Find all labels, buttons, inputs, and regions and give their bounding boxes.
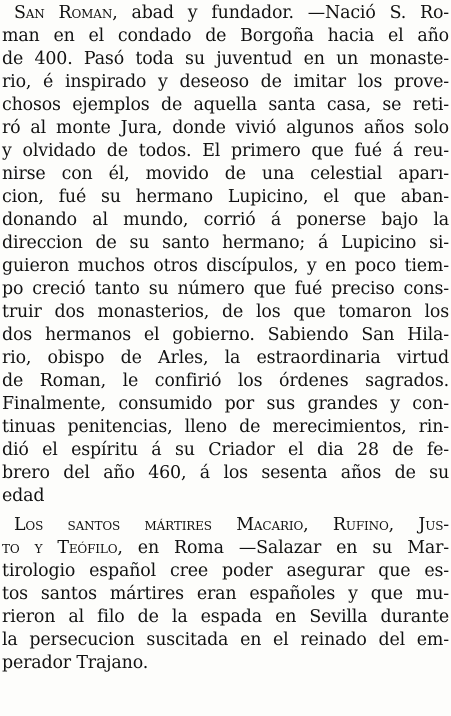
entry-line: truir dos monasterios, de los que tomaron los [2,302,449,322]
entry-heading: Los santos mártires Macario, Rufino, Jus- [14,515,449,535]
entry-line: edad [2,486,45,506]
entry-line: la persecucion suscitada en el reinado del em- [2,630,449,650]
entry-line: de 400. Pasó toda su juventud en un monaste- [2,49,449,69]
entry-line: rieron al filo de la espada en Sevilla durante [2,607,449,627]
entry-line: de Roman, le confirió los órdenes sagrados. [2,371,449,391]
entry-heading: to y Teófilo [2,538,118,558]
entry-line: direccion de su santo hermano; á Lupicino si- [2,233,449,253]
entry-line: ró al monte Jura, donde vivió algunos años solo [2,118,449,138]
entry-line: dos hermanos el gobierno. Sabiendo San Hila- [2,325,449,345]
entry-line: rio, é inspirado y deseoso de imitar los prove- [2,72,449,92]
entry-line: nirse con él, movido de una celestial aparı- [2,164,449,184]
entry-line: po creció tanto su número que fué preciso cons- [2,279,449,299]
entry-line: rio, obispo de Arles, la estraordinaria virtud [2,348,449,368]
entry-line: brero del año 460, á los sesenta años de su [2,463,449,483]
entry-line: guieron muchos otros discípulos, y en poco tiem- [2,256,449,276]
entry-line [14,514,449,537]
entry-line: man en el condado de Borgoña hacia el año [2,26,449,46]
entry-line: Finalmente, consumido por sus grandes y con- [2,394,449,414]
entry-line: cion, fué su hermano Lupicino, el que aban- [2,187,449,207]
entry-line: to y Teófilo, en Roma —Salazar en su Mar- [2,538,449,558]
entry-line: San Roman, abad y fundador. —Nació S. Ro- [14,3,449,23]
entry-line: y olvidado de todos. El primero que fué á reu- [2,141,449,161]
entry-line: donando al mundo, corrió á ponerse bajo la [2,210,449,230]
entry-line: perador Trajano. [2,653,149,673]
entry-line: tos santos mártires eran españoles y que mu- [2,584,449,604]
entry-line: tinuas penitencias, lleno de merecimientos, rin- [2,417,449,437]
entry-line: tirologio español cree poder asegurar que es- [2,561,449,581]
entry-line: chosos ejemplos de aquella santa casa, se reti- [2,95,449,115]
entry-heading: San Roman [14,3,113,23]
entry-line: dió el espíritu á su Criador el dia 28 de fe- [2,440,449,460]
